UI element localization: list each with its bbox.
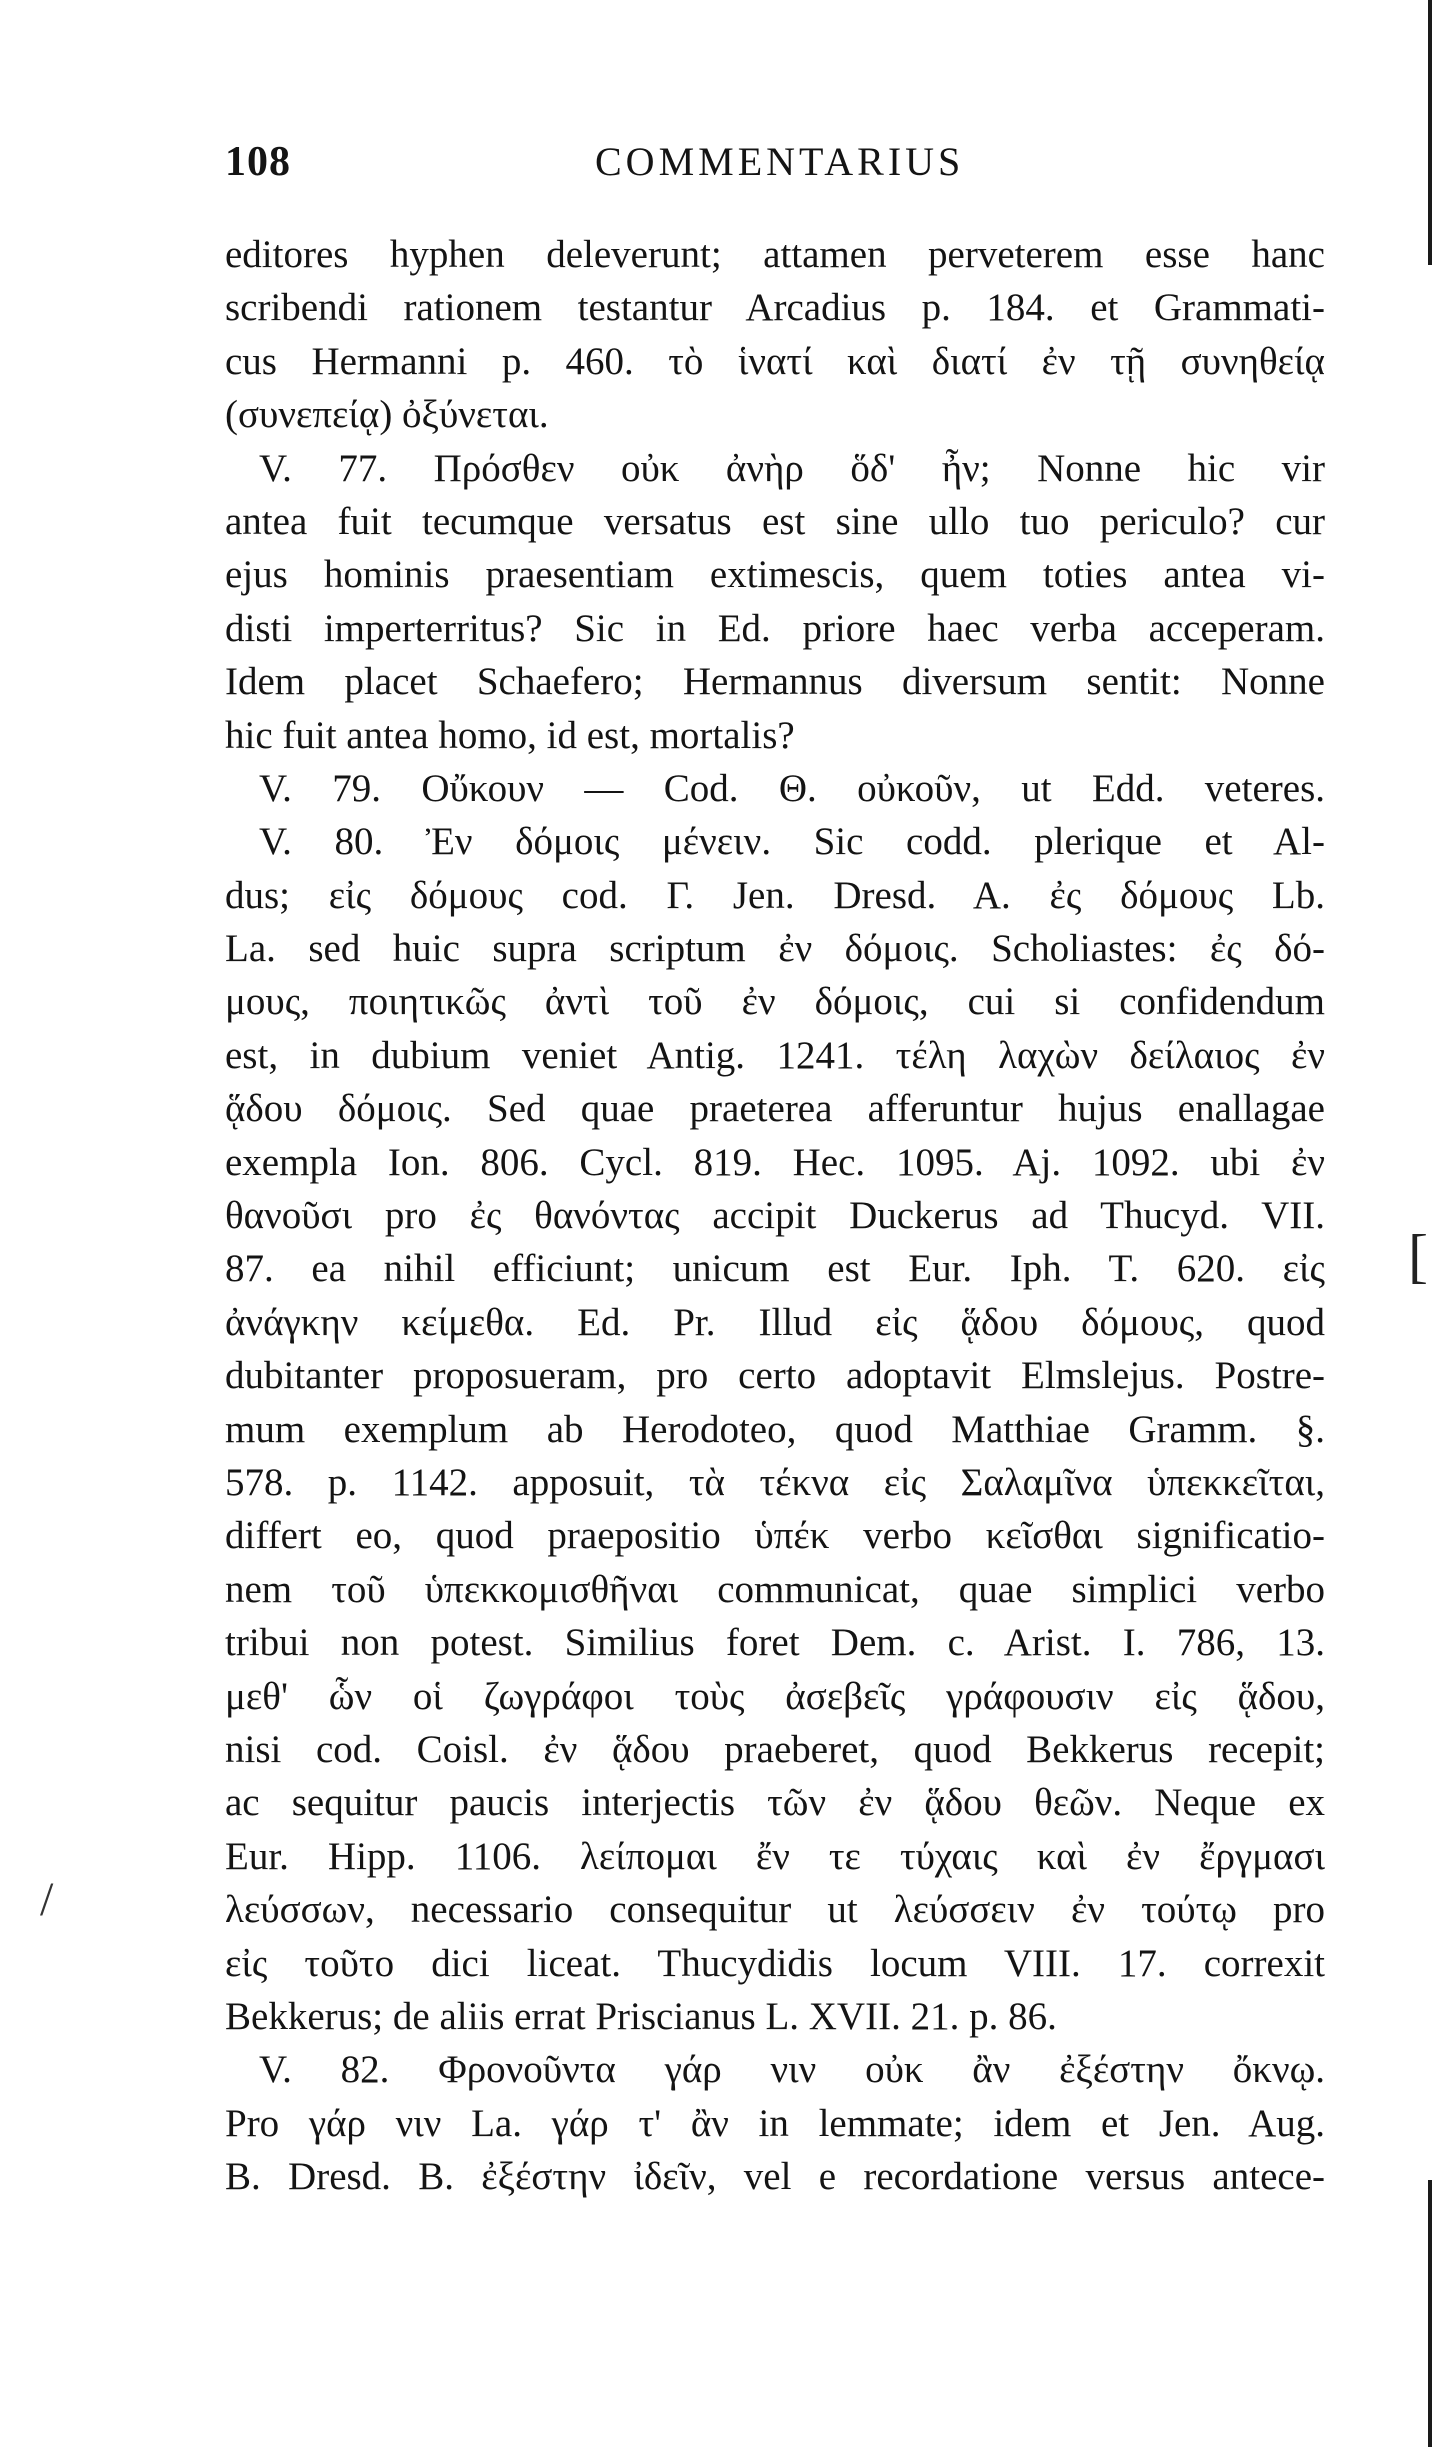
text-line: disti imperterritus? Sic in Ed. priore haec verba acceperam. [225, 606, 1325, 650]
text-line: Eur. Hipp. 1106. λείπομαι ἔν τε τύχαις καὶ ἐν ἔργμασι [225, 1834, 1325, 1878]
text-line: ἀνάγκην κείμεθα. Ed. Pr. Illud εἰς ᾅδου δόμους, quod [225, 1300, 1325, 1344]
text-line: exempla Ion. 806. Cycl. 819. Hec. 1095. Aj. 1092. ubi ἐν [225, 1140, 1325, 1184]
text-line: dus; εἰς δόμους cod. Γ. Jen. Dresd. A. ἐς δόμους Lb. [225, 873, 1325, 917]
page-number: 108 [225, 139, 291, 185]
text-line: mum exemplum ab Herodoteo, quod Matthiae Gramm. §. [225, 1407, 1325, 1451]
text-line: hic fuit antea homo, id est, mortalis? [225, 713, 795, 757]
text-line: ᾅδου δόμοις. Sed quae praeterea afferuntur hujus enallagae [225, 1087, 1325, 1131]
text-line: est, in dubium veniet Antig. 1241. τέλη λαχὼν δείλαιος ἐν [225, 1033, 1325, 1077]
right-margin-bracket: [ [1408, 1223, 1428, 1289]
text-line: (συνεπείᾳ) ὀξύνεται. [225, 393, 549, 437]
text-line: λεύσσων, necessario consequitur ut λεύσσειν ἐν τούτῳ pro [225, 1888, 1325, 1932]
text-line: nem τοῦ ὑπεκκομισθῆναι communicat, quae simplici verbo [225, 1567, 1325, 1611]
text-line: 87. ea nihil efficiunt; unicum est Eur. Iph. T. 620. εἰς [225, 1247, 1325, 1291]
text-line: 578. p. 1142. apposuit, τὰ τέκνα εἰς Σαλαμῖνα ὑπεκκεῖται, [225, 1460, 1325, 1504]
text-line: V. 82. Φρονοῦντα γάρ νιν οὐκ ἂν ἐξέστην ὄκνῳ. [259, 2048, 1325, 2092]
text-line: V. 77. Πρόσθεν οὐκ ἀνὴρ ὅδ' ἦν; Nonne hic vir [259, 446, 1325, 490]
text-line: ejus hominis praesentiam extimescis, quem toties antea vi- [225, 553, 1325, 597]
text-line: Pro γάρ νιν La. γάρ τ' ἂν in lemmate; idem et Jen. Aug. [225, 2101, 1325, 2145]
text-line: cus Hermanni p. 460. τὸ ἱνατί καὶ διατί ἐν τῇ συνηθείᾳ [225, 339, 1325, 383]
text-line: nisi cod. Coisl. ἐν ᾅδου praeberet, quod Bekkerus recepit; [225, 1727, 1325, 1771]
text-line: μεθ' ὧν οἱ ζωγράφοι τοὺς ἀσεβεῖς γράφουσιν εἰς ᾅδου, [225, 1674, 1325, 1718]
text-line: εἰς τοῦτο dici liceat. Thucydidis locum VIII. 17. correxit [225, 1941, 1325, 1985]
text-line: antea fuit tecumque versatus est sine ullo tuo periculo? cur [225, 499, 1325, 543]
text-line: editores hyphen deleverunt; attamen perveterem esse hanc [225, 233, 1325, 276]
text-line: ac sequitur paucis interjectis τῶν ἐν ᾅδου θεῶν. Neque ex [225, 1781, 1325, 1825]
commentary-text [225, 228, 1325, 2203]
text-line: V. 79. Οὔκουν — Cod. Θ. οὐκοῦν, ut Edd. veteres. [259, 766, 1325, 810]
text-line: θανοῦσι pro ἐς θανόντας accipit Duckerus ad Thucyd. VII. [225, 1194, 1325, 1238]
text-line: differt eo, quod praepositio ὑπέκ verbo κεῖσθαι significatio- [225, 1514, 1325, 1558]
text-line: μους, ποιητικῶς ἀντὶ τοῦ ἐν δόμοις, cui si confidendum [225, 980, 1325, 1024]
text-line: V. 80. Ἐν δόμοις μένειν. Sic codd. plerique et Al- [259, 820, 1325, 864]
text-line: La. sed huic supra scriptum ἐν δόμοις. Scholiastes: ἐς δό- [225, 927, 1325, 971]
right-edge-rule-bottom [1428, 2180, 1432, 2447]
running-head: COMMENTARIUS [595, 139, 965, 184]
right-edge-rule-top [1428, 0, 1432, 265]
text-line: Bekkerus; de aliis errat Priscianus L. XVII. 21. p. 86. [225, 1994, 1057, 2038]
text-line: Idem placet Schaefero; Hermannus diversum sentit: Nonne [225, 660, 1325, 704]
text-line: B. Dresd. B. ἐξέστην ἰδεῖν, vel e recordatione versus antece- [225, 2155, 1325, 2199]
left-margin-mark: / [40, 1873, 54, 1926]
text-line: tribui non potest. Similius foret Dem. c. Arist. I. 786, 13. [225, 1621, 1325, 1665]
text-line: dubitanter proposueram, pro certo adoptavit Elmslejus. Postre- [225, 1354, 1325, 1398]
page-header [225, 138, 1325, 198]
text-line: scribendi rationem testantur Arcadius p. 184. et Grammati- [225, 286, 1325, 330]
